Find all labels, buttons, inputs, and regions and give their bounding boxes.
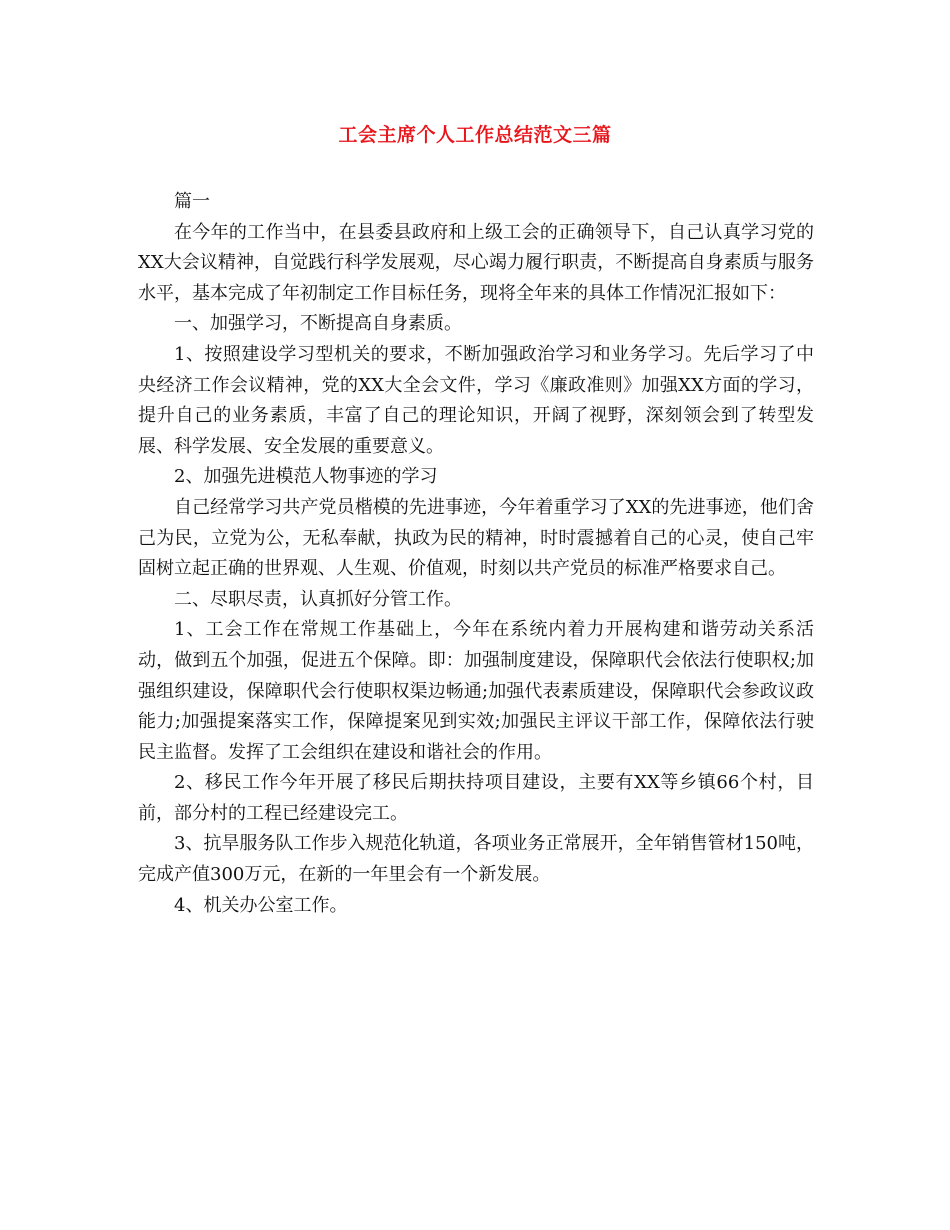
section-heading-part-one: 篇一	[174, 191, 210, 212]
paragraph-intro: 在今年的工作当中，在县委县政府和上级工会的正确领导下，自己认真学习党的XX大会议精神，自觉践行科学发展观，尽心竭力履行职责，不断提高自身素质与服务水平，基本完成了年初制定工作目标任务，现将全年来的具体工作情况汇报如下：	[138, 221, 814, 304]
section-heading-study: 一、加强学习，不断提高自身素质。	[174, 313, 462, 335]
paragraph-migration-work: 2、移民工作今年开展了移民后期扶持项目建设，主要有XX等乡镇66个村，目前，部分村的工程已经建设完工。	[138, 772, 814, 824]
paragraph-drought-service: 3、抗旱服务队工作步入规范化轨道，各项业务正常展开，全年销售管材150吨，完成产值300万元，在新的一年里会有一个新发展。	[138, 833, 814, 886]
section-heading-duties: 二、尽职尽责，认真抓好分管工作。	[174, 588, 462, 610]
paragraph-study-1: 1、按照建设学习型机关的要求，不断加强政治学习和业务学习。先后学习了中央经济工作会议精神，党的XX大全会文件，学习《廉政准则》加强XX方面的学习，提升自己的业务素质，丰富了自己的理论知识，开阔了视野，深刻领会到了转型发展、科学发展、安全发展的重要意义。	[138, 343, 814, 457]
document-body	[138, 187, 814, 921]
document-title: 工会主席个人工作总结范文三篇	[338, 124, 612, 146]
paragraph-office-work: 4、机关办公室工作。	[174, 894, 348, 916]
subheading-model-study: 2、加强先进模范人物事迹的学习	[174, 466, 438, 488]
paragraph-model-study: 自己经常学习共产党员楷模的先进事迹，今年着重学习了XX的先进事迹，他们舍己为民，立党为公，无私奉献，执政为民的精神，时时震撼着自己的心灵，使自己牢固树立起正确的世界观、人生观、价值观，时刻以共产党员的标准严格要求自己。	[138, 496, 814, 580]
paragraph-union-work: 1、工会工作在常规工作基础上，今年在系统内着力开展构建和谐劳动关系活动，做到五个加强，促进五个保障。即：加强制度建设，保障职代会依法行使职权;加强组织建设，保障职代会行使职权渠边畅通;加强代表素质建设，保障职代会参政议政能力;加强提案落实工作，保障提案见到实效;加强民主评议干部工作，保障依法行驶民主监督。发挥了工会组织在建设和谐社会的作用。	[138, 619, 814, 763]
